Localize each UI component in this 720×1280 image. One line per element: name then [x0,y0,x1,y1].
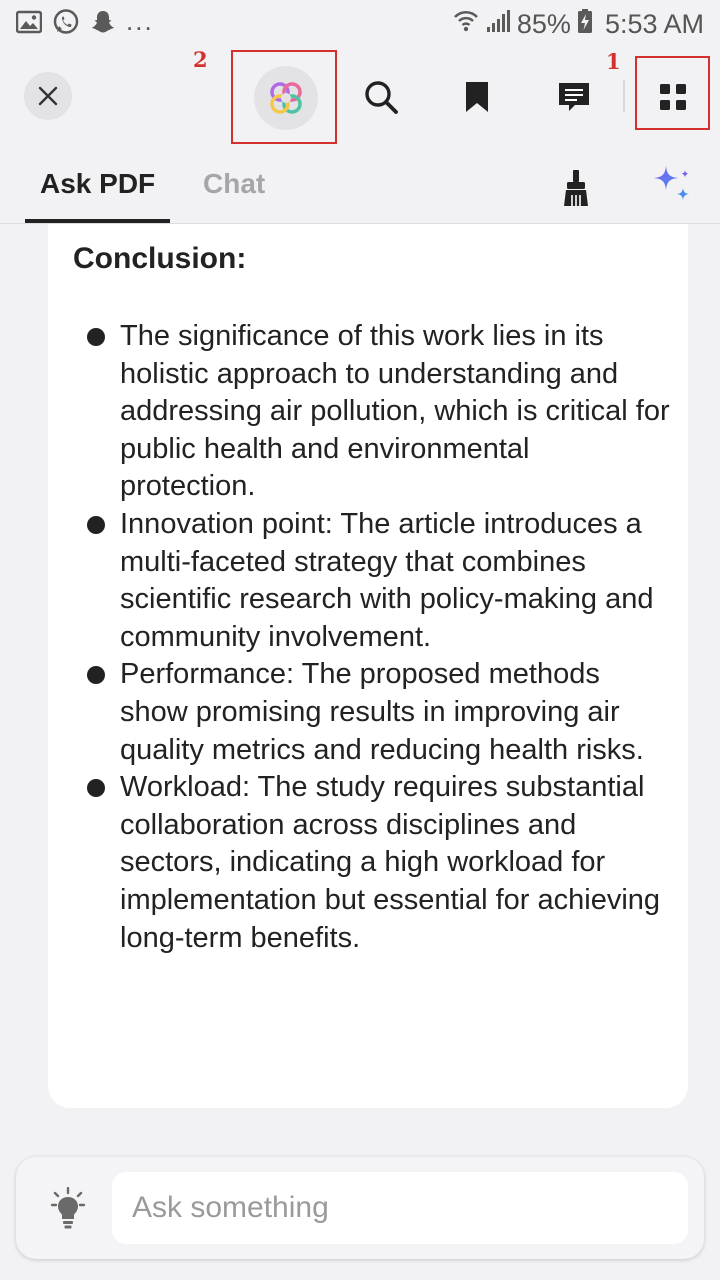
toolbar-divider [623,80,625,112]
broom-icon [563,169,589,207]
list-item: The significance of this work lies in its holistic approach to understanding and addressing air pollution, which is critical for public health and environmental protection. [72,318,672,506]
system-status [453,8,704,41]
clock: 5:53 AM [604,8,704,39]
answer-bullet-list [72,318,672,957]
active-tab-indicator [25,219,170,223]
close-button[interactable] [24,72,72,120]
search-icon [363,79,399,115]
sparkle-icon [650,164,694,208]
ai-sparkle-button[interactable] [650,164,694,208]
battery-percent: 85% [516,8,571,39]
bookmark-icon [464,80,490,114]
toolbar [0,48,720,148]
battery-charging-icon [577,8,593,41]
wifi-icon [453,8,479,41]
answer-heading: Conclusion: [73,242,247,275]
highlight-box-grid-button [635,56,710,130]
highlight-label-ai-button: 2 [193,47,208,72]
whatsapp-icon [52,8,80,41]
signal-icon [485,8,511,41]
lightbulb-icon [48,1187,88,1231]
highlight-box-ai-button [231,50,337,144]
status-bar [0,0,720,48]
clear-conversation-button[interactable] [557,166,595,210]
list-item: Workload: The study requires substantial collaboration across disciplines and sectors, indicating a high workload for implementation but essential for achieving long-term benefits. [72,769,672,957]
tab-chat[interactable]: Chat [203,168,266,199]
comment-button[interactable] [550,72,598,122]
tab-ask-pdf[interactable]: Ask PDF [40,168,156,199]
composer-bar [16,1157,704,1259]
close-icon [37,85,59,107]
list-item: Innovation point: The article introduces a multi-faceted strategy that combines scientific research with policy-making and community involvement. [72,506,672,656]
comment-icon [557,80,591,114]
more-notifications: ... [126,6,154,36]
ask-input[interactable] [112,1172,688,1244]
snapchat-icon [90,9,116,40]
highlight-label-grid-button: 1 [606,49,621,74]
answer-card [48,224,688,1108]
bookmark-button[interactable] [455,72,499,122]
list-item: Performance: The proposed methods show promising results in improving air quality metrics and reducing health risks. [72,656,672,769]
suggestions-button[interactable] [46,1185,90,1233]
search-button[interactable] [356,72,406,122]
notification-icons [16,8,154,41]
tab-bar [0,148,720,224]
gallery-icon [16,10,42,39]
